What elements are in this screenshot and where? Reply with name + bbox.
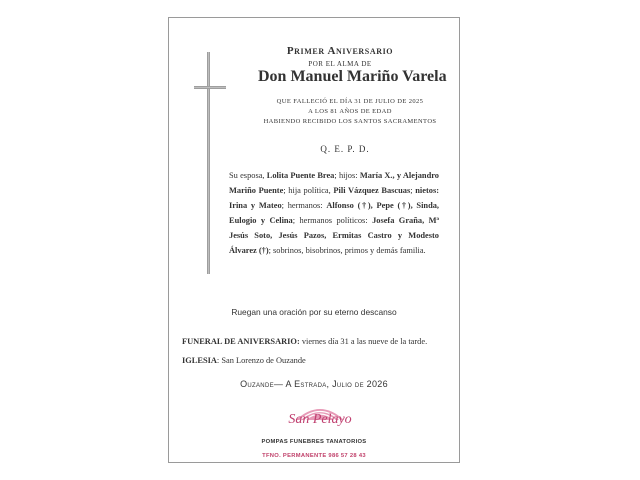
family-text: ; hijos: (334, 171, 360, 180)
family-text: ; (410, 186, 416, 195)
funeral-text: viernes día 31 a las nueve de la tarde. (299, 337, 428, 346)
prayer-request: Ruegan una oración por su eterno descanso (231, 307, 397, 317)
family-text: ; hermanos: (281, 201, 327, 210)
age-line: A LOS 81 AÑOS DE EDAD (308, 108, 392, 115)
family-name-bold: Pili Vázquez Bascuas (333, 186, 411, 195)
deceased-name: Don Manuel Mariño Varela (258, 68, 447, 85)
death-date-line: QUE FALLECIÓ EL DÍA 31 DE JULIO DE 2025 (276, 98, 424, 105)
family-name-bold: nietos: Irina y Mateo (229, 186, 439, 210)
family-name-bold: María X., y Alejandro Mariño Puente (229, 171, 439, 195)
church-label: IGLESIA (182, 356, 217, 365)
family-text: ; hija política, (283, 186, 334, 195)
funeral-info (182, 337, 452, 346)
funeral-label: FUNERAL DE ANIVERSARIO: (182, 337, 300, 346)
church-info (182, 356, 452, 365)
qepd: Q. E. P. D. (320, 144, 370, 154)
sacraments-line: HABIENDO RECIBIDO LOS SANTOS SACRAMENTOS (263, 118, 437, 125)
church-text: : San Lorenzo de Ouzande (216, 356, 306, 365)
company-name: POMPAS FUNEBRES TANATORIOS (261, 439, 367, 445)
family-name-bold: Josefa Graña, Mª Jesús Soto, Jesús Pazos, Ermitas Castro y Modesto Álvarez (†) (229, 216, 439, 255)
family-text: Su esposa, (229, 171, 267, 180)
heading-primer-aniversario: Primer Aniversario (286, 45, 394, 57)
phone-number: TFNO. PERMANENTE 986 57 28 43 (262, 453, 366, 459)
family-text: ; hermanos políticos: (292, 216, 373, 225)
cross-icon-bar (194, 86, 226, 89)
logo-text: San Pelayo (288, 412, 352, 427)
family-name-bold: Lolita Puente Brea (266, 171, 335, 180)
family-name-bold: Alfonso (†), Pepe (†), Sinda, Eulogio y Celina (229, 201, 440, 225)
place-date: Ouzande— A Estrada, Julio de 2026 (240, 379, 388, 389)
family-paragraph (229, 168, 439, 258)
heading-subtitle: POR EL ALMA DE (308, 60, 372, 68)
family-text: ; sobrinos, bisobrinos, primos y demás familia. (268, 246, 426, 255)
